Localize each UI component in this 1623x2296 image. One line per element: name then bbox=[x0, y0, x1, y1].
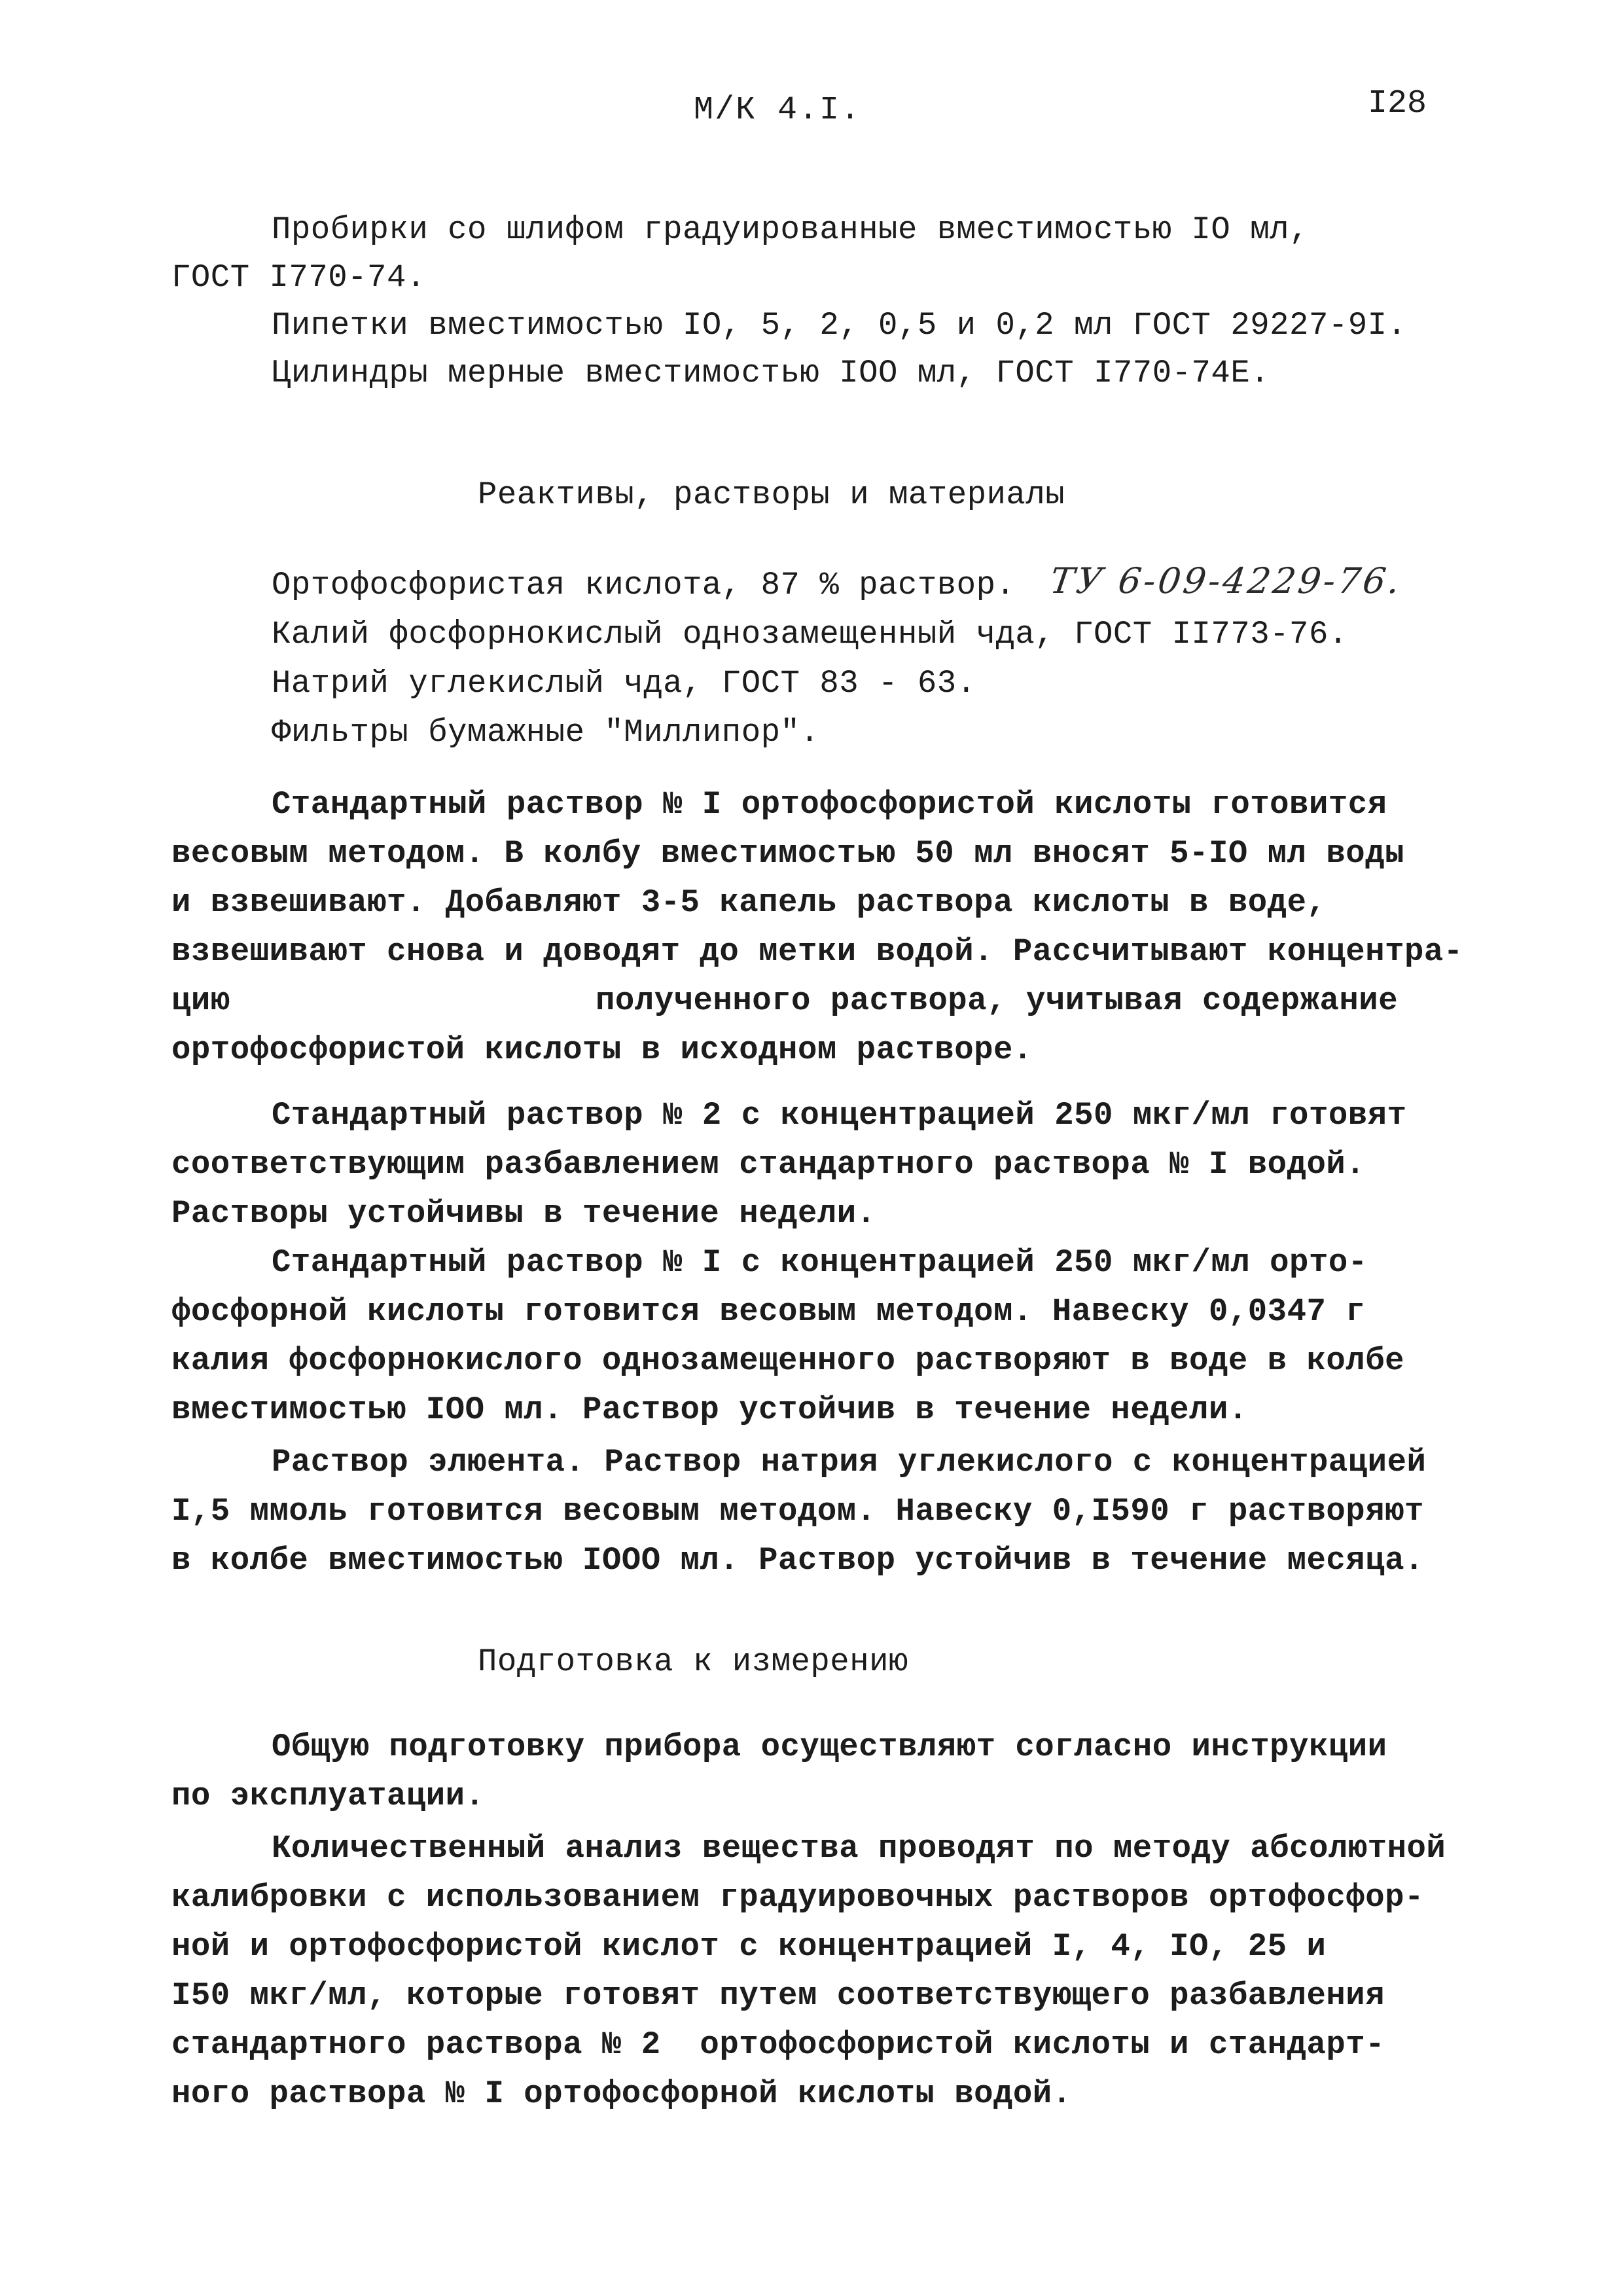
page-number: I28 bbox=[1368, 85, 1427, 122]
section-heading-reagents: Реактивы, растворы и материалы bbox=[478, 476, 1065, 513]
paragraph-line: и взвешивают. Добавляют 3-5 капель раствора кислоты в воде, bbox=[171, 884, 1327, 921]
paragraph-line: I50 мкг/мл, которые готовят путем соответствующего разбавления bbox=[171, 1977, 1385, 2014]
paragraph-line: Количественный анализ вещества проводят по методу абсолютной bbox=[272, 1830, 1446, 1867]
handwritten-note: ТУ 6-09-4229-76. bbox=[1047, 560, 1405, 601]
reagent-line: Ортофосфористая кислота, 87 % раствор. bbox=[272, 567, 1016, 603]
paragraph-line: взвешивают снова и доводят до метки водой. Рассчитывают концентра- bbox=[171, 933, 1463, 970]
paragraph-line: Общую подготовку прибора осуществляют согласно инструкции bbox=[272, 1729, 1387, 1765]
paragraph-line: Растворы устойчивы в течение недели. bbox=[171, 1195, 876, 1232]
paragraph-line: калия фосфорнокислого однозамещенного растворяют в воде в колбе bbox=[171, 1342, 1405, 1379]
paragraph-line: ортофосфористой кислоты в исходном растворе. bbox=[171, 1031, 1033, 1068]
paragraph-line: фосфорной кислоты готовится весовым методом. Навеску 0,0347 г bbox=[171, 1293, 1366, 1330]
paragraph-line: Стандартный раствор № I ортофосфористой кислоты готовится bbox=[272, 786, 1387, 823]
paragraph-line: Стандартный раствор № 2 с концентрацией 250 мкг/мл готовят bbox=[272, 1097, 1407, 1134]
paragraph-line: стандартного раствора № 2 ортофосфористой кислоты и стандарт- bbox=[171, 2026, 1385, 2063]
equipment-line: Цилиндры мерные вместимостью IOO мл, ГОСТ I770-74Е. bbox=[272, 355, 1270, 391]
paragraph-line: ной и ортофосфористой кислот с концентрацией I, 4, IO, 25 и bbox=[171, 1928, 1327, 1965]
paragraph-line: в колбе вместимостью IOOO мл. Раствор устойчив в течение месяца. bbox=[171, 1542, 1424, 1579]
paragraph-line: Стандартный раствор № I с концентрацией 250 мкг/мл орто- bbox=[272, 1244, 1368, 1281]
paragraph-line: цию bbox=[171, 982, 230, 1019]
paragraph-line: ного раствора № I ортофосфорной кислоты водой. bbox=[171, 2075, 1072, 2112]
reagent-line: Калий фосфорнокислый однозамещенный чда, ГОСТ II773-76. bbox=[272, 616, 1348, 653]
paragraph-line: по эксплуатации. bbox=[171, 1778, 485, 1814]
section-heading-preparation: Подготовка к измерению bbox=[478, 1643, 908, 1680]
paragraph-line: полученного раствора, учитывая содержание bbox=[596, 982, 1399, 1019]
equipment-line: Пипетки вместимостью IO, 5, 2, 0,5 и 0,2 мл ГОСТ 29227-9I. bbox=[272, 307, 1407, 344]
paragraph-line: калибровки с использованием градуировочных растворов ортофосфор- bbox=[171, 1879, 1424, 1916]
document-code: М/К 4.I. bbox=[694, 92, 862, 129]
reagent-line: Фильтры бумажные "Миллипор". bbox=[272, 714, 820, 751]
paragraph-line: вместимостью IOO мл. Раствор устойчив в течение недели. bbox=[171, 1391, 1248, 1428]
paragraph-line: I,5 ммоль готовится весовым методом. Навеску 0,I590 г растворяют bbox=[171, 1493, 1424, 1530]
paragraph-line: Раствор элюента. Раствор натрия углекислого с концентрацией bbox=[272, 1444, 1427, 1480]
paragraph-line: весовым методом. В колбу вместимостью 50 мл вносят 5-IO мл воды bbox=[171, 835, 1405, 872]
paragraph-line: соответствующим разбавлением стандартного раствора № I водой. bbox=[171, 1146, 1366, 1183]
equipment-line: Пробирки со шлифом градуированные вместимостью IO мл, bbox=[272, 211, 1309, 248]
equipment-line: ГОСТ I770-74. bbox=[171, 259, 426, 296]
reagent-line: Натрий углекислый чда, ГОСТ 83 - 63. bbox=[272, 665, 976, 702]
